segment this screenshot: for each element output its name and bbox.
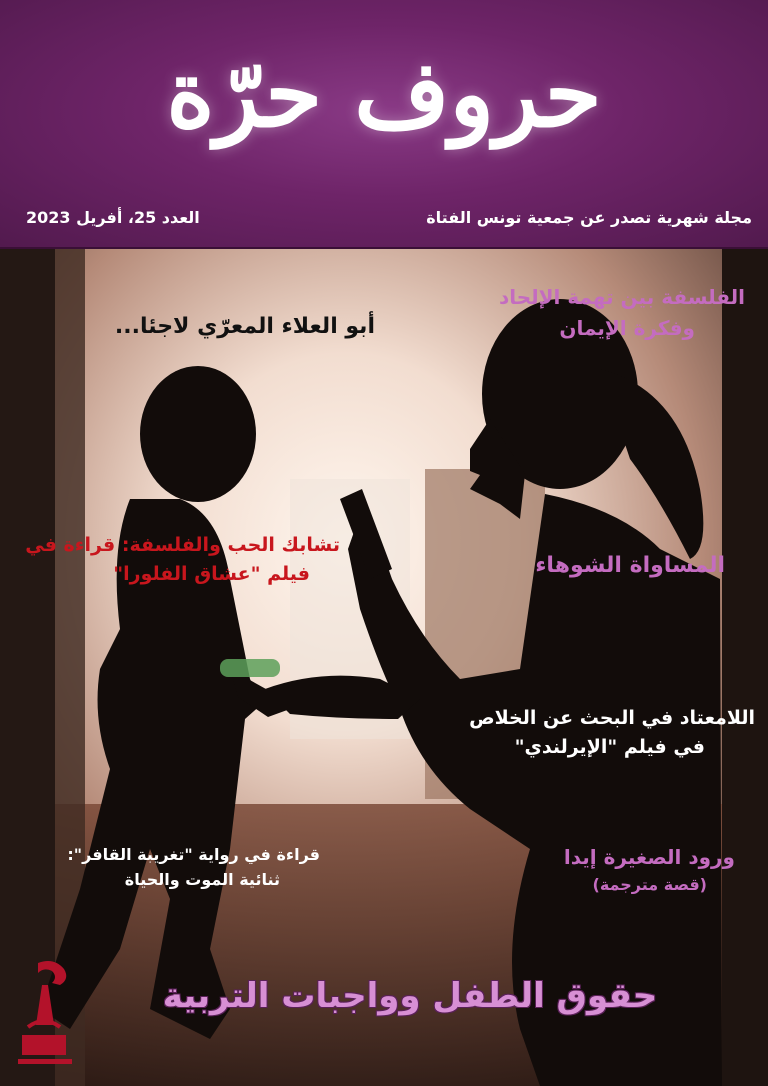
magazine-tagline: مجلة شهرية تصدر عن جمعية تونس الفتاة — [426, 208, 752, 227]
masthead — [0, 0, 768, 249]
headline-irishman-line2: في فيلم "الإيرلندي" — [514, 736, 705, 759]
headline-philosophy[interactable] — [440, 282, 745, 344]
headline-novel-line2: ثنائية الموت والحياة — [124, 869, 280, 889]
headline-irishman[interactable] — [430, 704, 755, 763]
magazine-title: حروف حرّة — [166, 40, 602, 148]
headline-abu-alaa[interactable] — [40, 310, 375, 344]
headline-abu-alaa-text: أبو العلاء المعرّي لاجئا... — [114, 314, 375, 339]
headline-novel-line1: قراءة في رواية "تغريبة القافر": — [67, 845, 320, 864]
issue-info: العدد 25، أفريل 2023 — [26, 208, 200, 227]
headline-equality[interactable] — [480, 549, 725, 583]
main-headline-text: حقوق الطفل وواجبات التربية — [162, 976, 658, 1016]
main-headline[interactable] — [120, 970, 700, 1023]
headline-novel[interactable] — [60, 843, 320, 893]
headline-irishman-line1: اللامعتاد في البحث عن الخلاص — [469, 707, 755, 729]
association-logo-icon — [8, 955, 80, 1075]
headline-love-line2: فيلم "عشاق الفلورا" — [113, 563, 310, 586]
headline-ida[interactable] — [540, 842, 735, 898]
headline-love-philosophy[interactable] — [20, 531, 340, 590]
headline-ida-line2: (قصة مترجمة) — [592, 875, 707, 894]
cover-photo — [0, 249, 768, 1086]
headline-equality-text: المساواة الشوهاء — [535, 553, 725, 578]
headline-love-line1: تشابك الحب والفلسفة: قراءة في — [25, 534, 340, 556]
headline-philosophy-line1: الفلسفة بين تهمة الإلحاد — [498, 285, 745, 309]
headline-philosophy-line2: وفكرة الإيمان — [559, 316, 695, 340]
headline-ida-line1: ورود الصغيرة إيدا — [563, 845, 735, 869]
